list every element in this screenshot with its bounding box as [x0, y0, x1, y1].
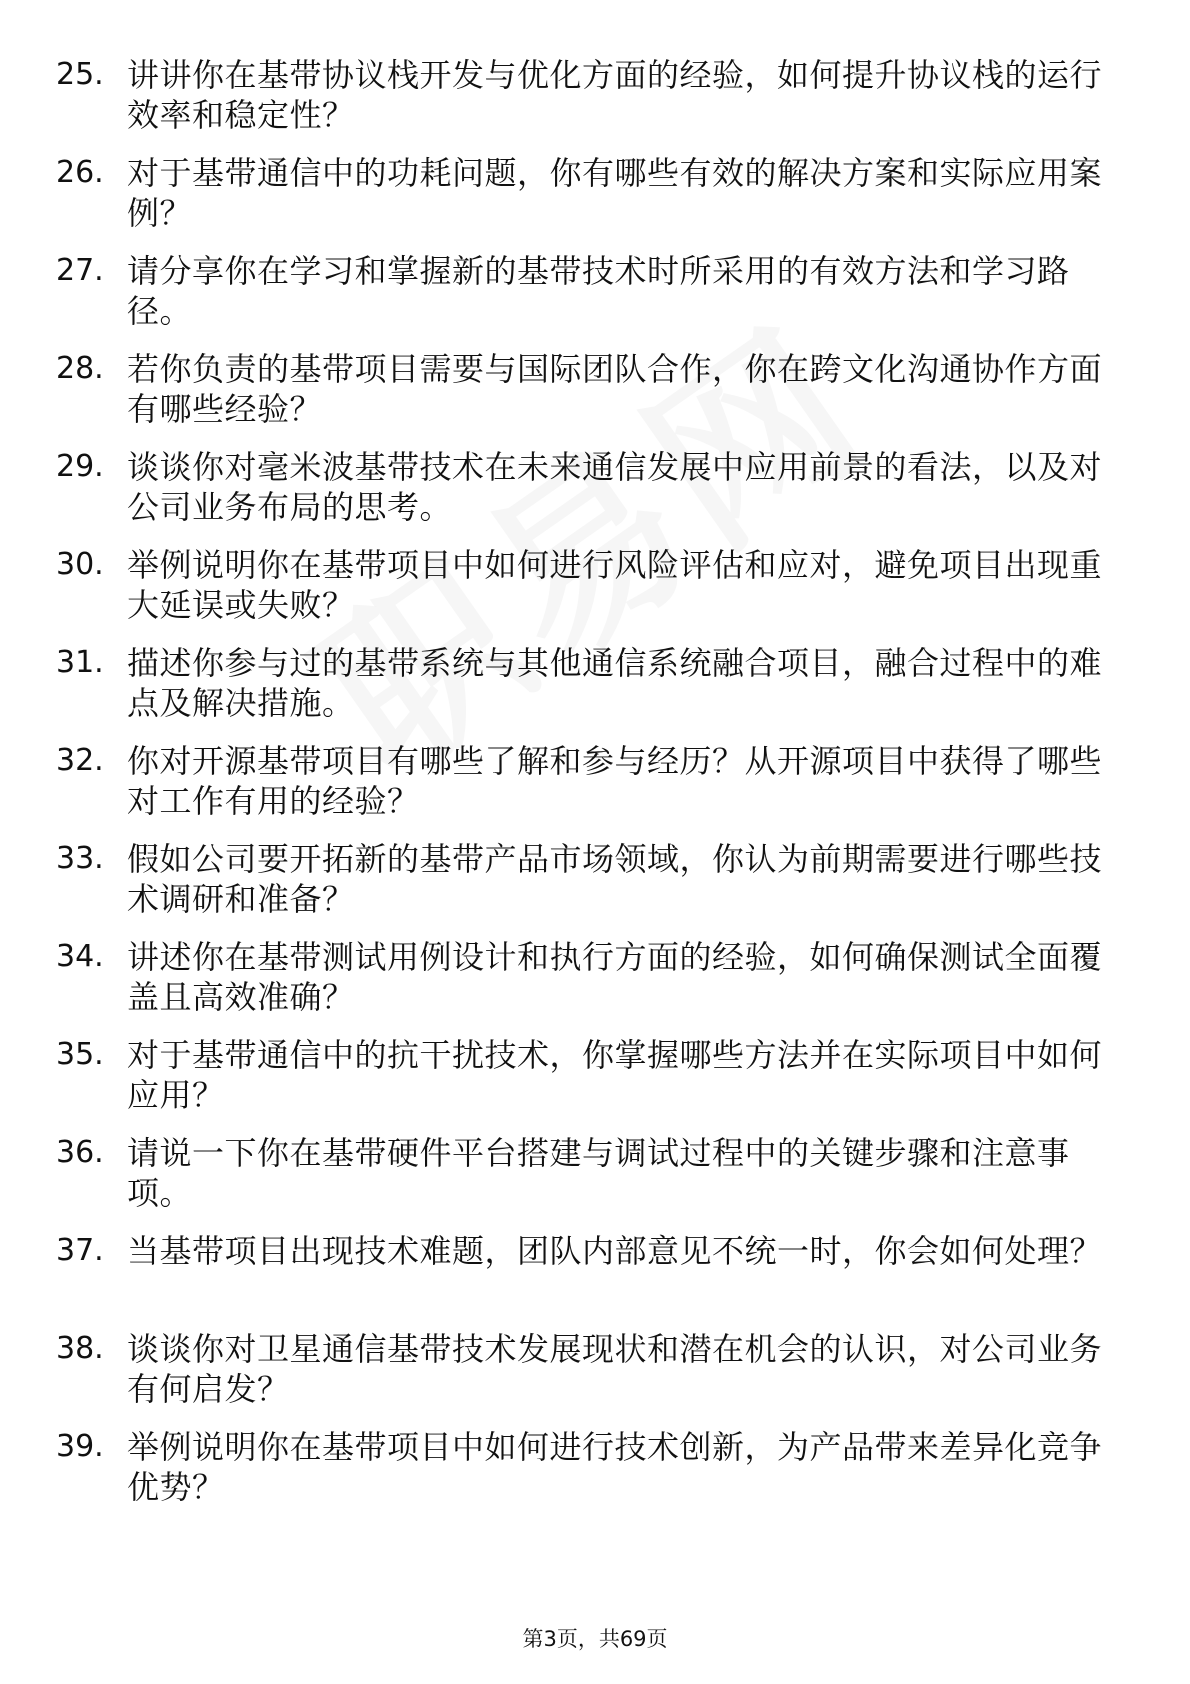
question-number: 37. — [56, 1233, 104, 1268]
question-number: 29. — [56, 449, 104, 484]
question-number: 36. — [56, 1135, 104, 1170]
question-number: 30. — [56, 547, 104, 582]
question-text: 对于基带通信中的抗干扰技术，你掌握哪些方法并在实际项目中如何应用？ — [127, 1036, 1103, 1114]
list-item — [0, 643, 1190, 741]
question-text: 你对开源基带项目有哪些了解和参与经历？从开源项目中获得了哪些对工作有用的经验？ — [127, 742, 1103, 820]
question-number: 27. — [56, 253, 104, 288]
page-number-footer: 第3页，共69页 — [522, 1627, 668, 1651]
question-text: 谈谈你对卫星通信基带技术发展现状和潜在机会的认识，对公司业务有何启发？ — [127, 1330, 1103, 1408]
question-number: 34. — [56, 939, 104, 974]
list-item — [0, 447, 1190, 545]
question-text: 对于基带通信中的功耗问题，你有哪些有效的解决方案和实际应用案例？ — [127, 154, 1103, 232]
question-text: 谈谈你对毫米波基带技术在未来通信发展中应用前景的看法，以及对公司业务布局的思考。 — [127, 448, 1103, 526]
question-text: 描述你参与过的基带系统与其他通信系统融合项目，融合过程中的难点及解决措施。 — [127, 644, 1103, 722]
list-item — [0, 55, 1190, 153]
list-item — [0, 349, 1190, 447]
list-item — [0, 1133, 1190, 1231]
list-item — [0, 839, 1190, 937]
question-text: 举例说明你在基带项目中如何进行风险评估和应对，避免项目出现重大延误或失败？ — [127, 546, 1103, 624]
question-number: 33. — [56, 841, 104, 876]
list-item — [0, 937, 1190, 1035]
question-text: 请说一下你在基带硬件平台搭建与调试过程中的关键步骤和注意事项。 — [127, 1134, 1070, 1212]
list-item — [0, 1329, 1190, 1427]
question-number: 31. — [56, 645, 104, 680]
list-item — [0, 1427, 1190, 1525]
question-number: 38. — [56, 1331, 104, 1366]
list-item — [0, 153, 1190, 251]
question-text: 举例说明你在基带项目中如何进行技术创新，为产品带来差异化竞争优势？ — [127, 1428, 1103, 1506]
list-item — [0, 1035, 1190, 1133]
list-item — [0, 545, 1190, 643]
question-number: 28. — [56, 351, 104, 386]
question-number: 25. — [56, 57, 104, 92]
question-text: 讲述你在基带测试用例设计和执行方面的经验，如何确保测试全面覆盖且高效准确？ — [127, 938, 1103, 1016]
list-item — [0, 741, 1190, 839]
question-text: 当基带项目出现技术难题，团队内部意见不统一时，你会如何处理？ — [127, 1232, 1103, 1270]
question-number: 32. — [56, 743, 104, 778]
question-number: 39. — [56, 1429, 104, 1464]
question-list — [0, 55, 1190, 1525]
question-text: 若你负责的基带项目需要与国际团队合作，你在跨文化沟通协作方面有哪些经验？ — [127, 350, 1103, 428]
question-number: 35. — [56, 1037, 104, 1072]
list-item — [0, 1231, 1190, 1329]
question-text: 假如公司要开拓新的基带产品市场领域，你认为前期需要进行哪些技术调研和准备？ — [127, 840, 1103, 918]
question-text: 讲讲你在基带协议栈开发与优化方面的经验，如何提升协议栈的运行效率和稳定性？ — [127, 56, 1103, 134]
question-text: 请分享你在学习和掌握新的基带技术时所采用的有效方法和学习路径。 — [127, 252, 1070, 330]
question-number: 26. — [56, 155, 104, 190]
list-item — [0, 251, 1190, 349]
